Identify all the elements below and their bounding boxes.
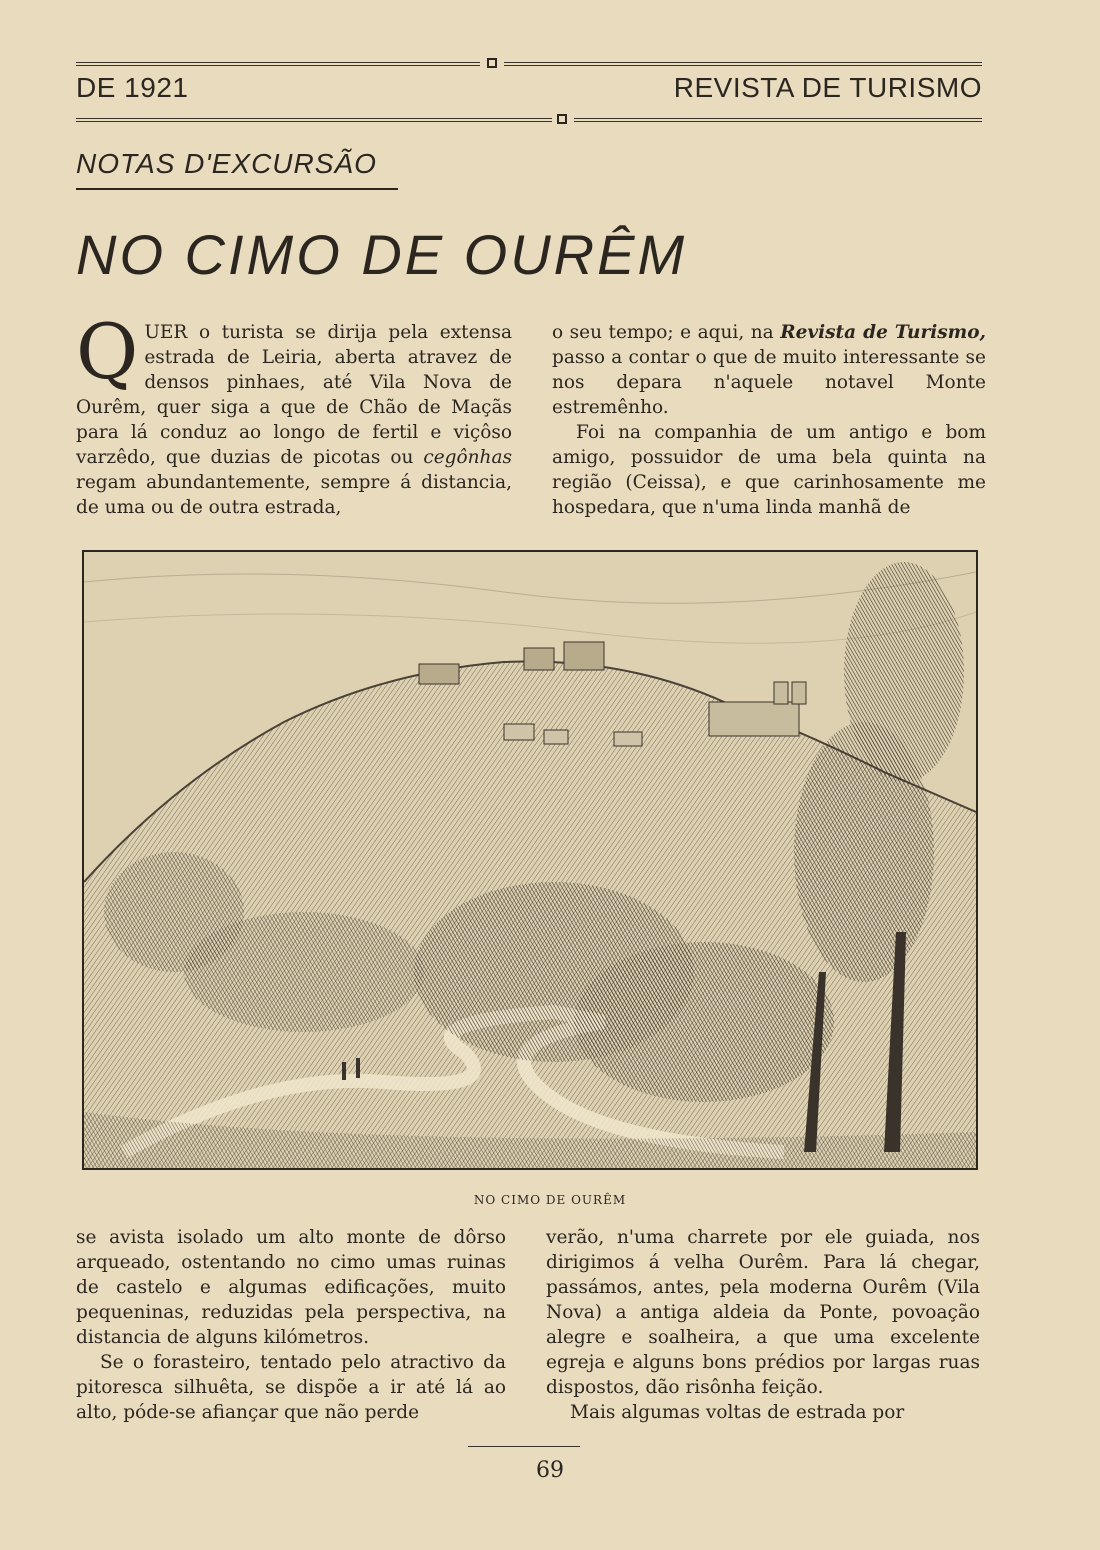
- paragraph-continued: [552, 320, 986, 420]
- continued-text-end: passo a contar o que de muito interessante se nos depara n'aquele notavel Monte estremênho.: [552, 347, 986, 418]
- magazine-name-italic: Revista de Turismo,: [780, 322, 986, 343]
- drop-cap: Q: [76, 307, 139, 396]
- column-right-top: [552, 320, 986, 520]
- article-title: NO CIMO DE OURÊM: [76, 223, 688, 286]
- header-left: DE 1921: [76, 72, 189, 103]
- opening-text-end: regam abundantemente, sempre á distancia, de uma ou de outra estrada,: [76, 472, 512, 518]
- paragraph-companion: Foi na companhia de um antigo e bom amigo, possuidor de uma bela quinta na região (Ceissa), e que carinhosamente me hospedara, que n'uma linda manhã de: [552, 422, 986, 518]
- header-rule-bottom-left: [76, 118, 552, 122]
- paragraph-visitor: Se o forasteiro, tentado pelo atractivo da pitoresca silhuêta, se dispõe a ir até lá ao alto, póde-se afiançar que não perde: [76, 1352, 506, 1423]
- paragraph-road: Mais algumas voltas de estrada por: [570, 1402, 905, 1423]
- column-left-bottom: [76, 1225, 506, 1425]
- landscape-illustration: [82, 550, 978, 1170]
- ornament-box-bottom: [557, 114, 567, 124]
- footer-rule: [468, 1446, 580, 1447]
- header-right: REVISTA DE TURISMO: [673, 72, 982, 103]
- opening-italic: cegônhas: [423, 447, 512, 468]
- hill-castle-engraving: [84, 552, 976, 1168]
- section-title: NOTAS D'EXCURSÃO: [76, 148, 377, 179]
- paragraph-hill: se avista isolado um alto monte de dôrso arqueado, ostentando no cimo umas ruinas de castelo e algumas edificações, muito pequeninas, reduzidas pela perspectiva, na distancia de alguns kilómetros.: [76, 1227, 506, 1348]
- header-rule-top-right: [504, 62, 982, 66]
- paragraph-journey: verão, n'uma charrete por ele guiada, nos dirigimos á velha Ourêm. Para lá chegar, passámos, antes, pela moderna Ourêm (Vila Nova) a antiga aldeia da Ponte, povoação alegre e soalheira, a que uma excelente egreja e alguns bons prédios por largas ruas dispostos, dão risônha feição.: [546, 1227, 980, 1398]
- column-left-top: [76, 307, 512, 520]
- paragraph-opening: [76, 307, 512, 520]
- ornament-box-top: [487, 58, 497, 68]
- opening-text: UER o turista se dirija pela extensa estrada de Leiria, aberta atravez de densos pinhaes, até Vila Nova de Ourêm, quer siga a que de Chão de Maçãs para lá conduz ao longo de fertil e viçôso varzêdo, que duzias de picotas ou: [76, 322, 512, 468]
- illustration-caption: NO CIMO DE OURÊM: [473, 1193, 627, 1207]
- header-rule-top-left: [76, 62, 480, 66]
- continued-text: o seu tempo; e aqui, na: [552, 322, 781, 343]
- section-underline: [76, 188, 398, 190]
- header-rule-bottom-right: [574, 118, 982, 122]
- page-number: 69: [536, 1458, 564, 1483]
- column-right-bottom: [546, 1225, 980, 1425]
